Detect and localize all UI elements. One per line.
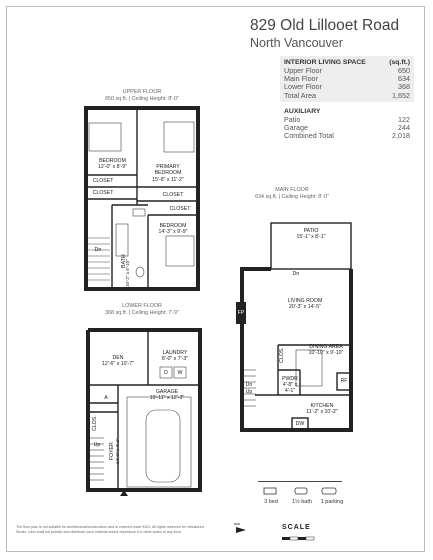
dishwasher-label: DW <box>295 421 305 427</box>
bath-feature-icon <box>295 488 307 494</box>
room-bedroom-1: BEDROOM 12'-0" x 8'-9" <box>97 158 128 171</box>
aux-title: AUXILIARY <box>284 107 321 115</box>
beds-count: 3 bed <box>264 499 278 505</box>
car-icon <box>146 410 180 482</box>
room-laundry: LAUNDRY 8'-0" x 7'-3" <box>161 350 189 363</box>
main-floor-info: 634 sq.ft. | Ceiling Height: 8'-0" <box>255 194 329 200</box>
room-primary-bedroom: PRIMARY BEDROOM 15'-8" x 11'-2" <box>152 164 184 183</box>
patio-stairs-down: Dn <box>292 271 300 277</box>
garage-value: 244 <box>398 123 410 133</box>
room-garage: GARAGE 19'-11" x 12'-3" <box>149 389 185 402</box>
disclaimer-text: The floor plan is not suitable for architectural/construction and is covered under E&O. All rights reserved for Virtualized Studio. User shall not publish and distribute such material and/or reproduce it in other works in any form. <box>16 525 204 534</box>
lower-floor-info: 368 sq.ft. | Ceiling Height: 7'-9" <box>105 310 179 316</box>
room-dining: DINING AREA 10'-10" x 9'-10" <box>308 344 344 357</box>
main-stairs-down: Dn <box>245 382 253 388</box>
stairs-down-label: Dn <box>94 247 102 253</box>
main-stairs-up: Up <box>245 389 253 395</box>
patio-label: Patio <box>284 114 301 124</box>
bed-icon <box>164 122 194 152</box>
room-patio: PATIO 15'-1" x 8'-1" <box>296 228 326 241</box>
bed-icon <box>166 236 194 266</box>
upper-floor-info: 650 sq.ft. | Ceiling Height: 8'-0" <box>105 96 179 102</box>
features-divider <box>258 481 342 482</box>
room-closet-4: CLOSET <box>169 206 191 212</box>
upper-floor-value: 650 <box>398 66 410 75</box>
upper-floor-name: UPPER FLOOR <box>122 89 162 95</box>
main-floor-value: 634 <box>398 74 410 84</box>
room-closet-3: CLOSET <box>162 192 184 198</box>
baths-count: 1½ bath <box>292 499 312 505</box>
upper-stairs <box>88 238 110 280</box>
upper-floor-label: Upper Floor <box>284 66 322 75</box>
room-den: DEN 12'-6" x 10'-7" <box>102 355 134 368</box>
garage-door-area <box>127 397 191 487</box>
room-bath-dims: 10'-2" x 6'-10" <box>124 259 130 287</box>
bed-icon <box>89 123 121 151</box>
scale-label: SCALE <box>282 524 311 531</box>
room-lower-closet: CLOS. <box>91 415 98 431</box>
room-living: LIVING ROOM 20'-3" x 14'-5" <box>287 298 323 311</box>
washer-label: W <box>177 370 183 376</box>
upper-floor-plan <box>86 108 198 289</box>
lower-floor-value: 368 <box>398 82 410 92</box>
room-powder: PWDR 4'-8" x 4'-1" <box>282 376 298 395</box>
toilet-icon <box>136 267 144 277</box>
interior-title: INTERIOR LIVING SPACE <box>284 59 366 66</box>
lower-floor-name: LOWER FLOOR <box>122 303 162 309</box>
parking-feature-icon <box>322 488 336 494</box>
fridge-label: RF <box>340 378 348 384</box>
total-area-value: 1,652 <box>392 90 410 100</box>
room-a-label: A <box>104 395 108 401</box>
unit-label: (sq.ft.) <box>389 59 410 66</box>
scale-bar-icon <box>282 537 314 540</box>
room-closet-1: CLOSET <box>92 178 114 184</box>
parking-count: 1 parking <box>320 499 344 505</box>
dryer-label: D <box>164 370 168 376</box>
sink-icon <box>133 209 145 216</box>
room-bedroom-2: BEDROOM 14'-3" x 9'-9" <box>158 223 188 236</box>
total-area-label: Total Area <box>284 90 316 100</box>
room-foyer: FOYER 14'-0" x 4'-2" <box>108 438 120 465</box>
combined-total-value: 2,018 <box>392 131 410 141</box>
main-floor-name: MAIN FLOOR <box>275 187 309 193</box>
fireplace-label: FP <box>237 310 245 316</box>
property-city: North Vancouver <box>250 36 343 50</box>
room-main-closet: CLOS. <box>278 347 285 363</box>
patio-value: 122 <box>398 114 410 124</box>
room-closet-2: CLOSET <box>92 190 114 196</box>
bed-feature-icon <box>264 488 276 494</box>
combined-total-label: Combined Total <box>284 131 334 141</box>
main-floor-plan <box>236 223 351 430</box>
room-kitchen: KITCHEN 11'-2" x 10'-2" <box>306 403 338 416</box>
room-bath: BATH <box>120 254 127 268</box>
north-arrow-icon <box>234 524 246 533</box>
lower-stairs-up: Up <box>93 442 101 448</box>
main-floor-label: Main Floor <box>284 74 318 84</box>
garage-label: Garage <box>284 123 308 133</box>
property-address: 829 Old Lillooet Road <box>250 17 400 34</box>
lower-floor-label: Lower Floor <box>284 82 322 92</box>
